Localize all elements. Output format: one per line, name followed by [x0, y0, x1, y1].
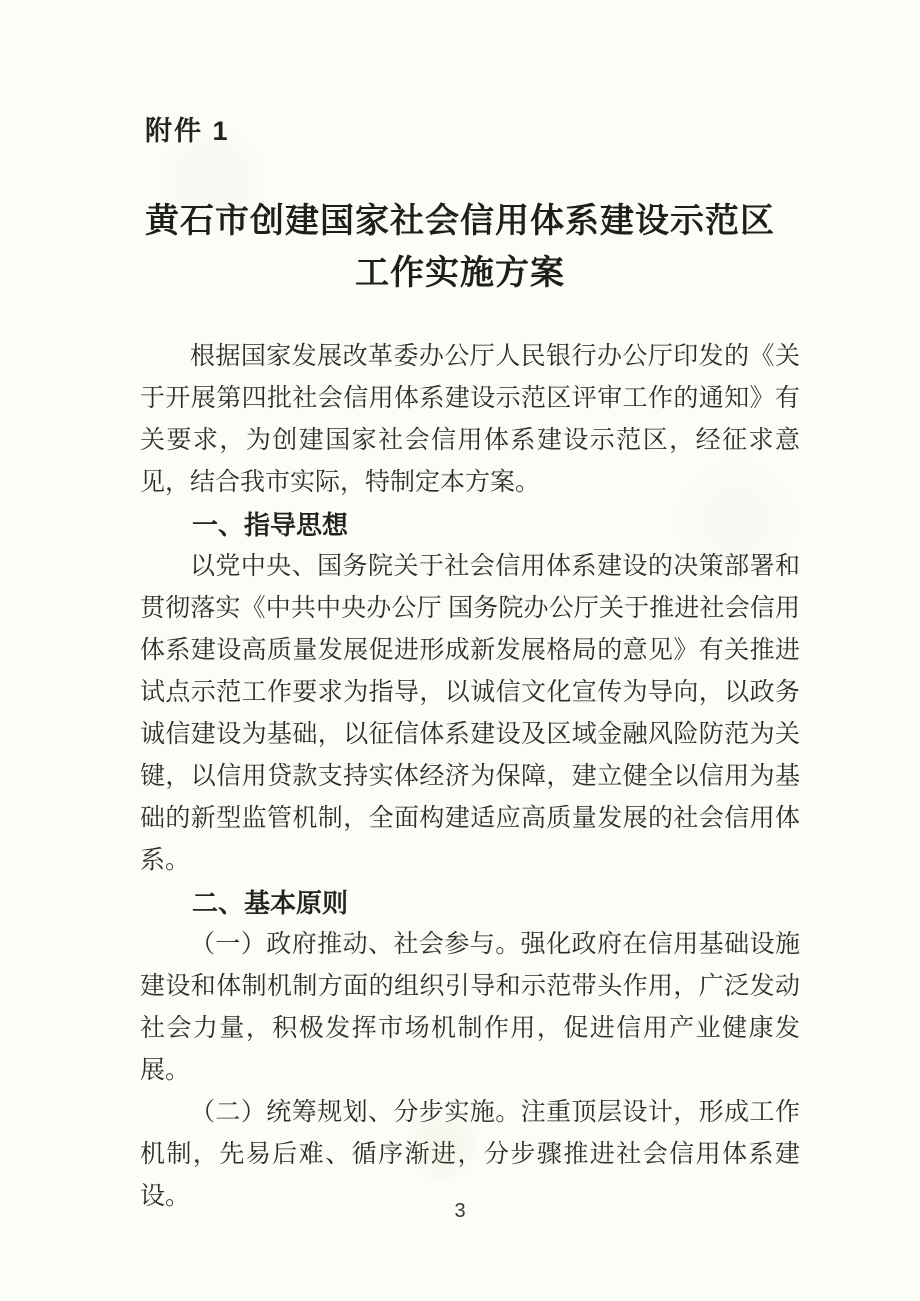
body-paragraph: （二）统筹规划、分步实施。注重顶层设计，形成工作机制，先易后难、循序渐进，分步骤推进社会信用体系建设。 [140, 1099, 800, 1210]
body-paragraph: （一）政府推动、社会参与。强化政府在信用基础设施建设和体制机制方面的组织引导和示范带头作用，广泛发动社会力量，积极发挥市场机制作用，促进信用产业健康发展。 [140, 931, 800, 1084]
page-number: 3 [454, 1200, 466, 1222]
document-title [60, 196, 860, 300]
document-title-line-2: 工作实施方案 [355, 255, 565, 292]
document-title-line-1: 黄石市创建国家社会信用体系建设示范区 [145, 203, 775, 240]
attachment-label: 附件 1 [145, 116, 230, 146]
body-paragraph: 以党中央、国务院关于社会信用体系建设的决策部署和贯彻落实《中共中央办公厅 国务院办公厅关于推进社会信用体系建设高质量发展促进形成新发展格局的意见》有关推进试点示范工作要求为指导，以诚信文化宣传为导向，以政务诚信建设为基础，以征信体系建设及区域金融风险防范为关键，以信用贷款支持实体经济为保障，建立健全以信用为基础的新型监管机制，全面构建适应高质量发展的社会信用体系。 [140, 553, 800, 874]
body-paragraph: 根据国家发展改革委办公厅人民银行办公厅印发的《关于开展第四批社会信用体系建设示范区评审工作的通知》有关要求，为创建国家社会信用体系建设示范区，经征求意见，结合我市实际，特制定本方案。 [140, 343, 800, 496]
section-heading: 二、基本原则 [192, 888, 349, 918]
document-body [140, 336, 800, 1218]
section-heading: 一、指导思想 [192, 510, 349, 540]
